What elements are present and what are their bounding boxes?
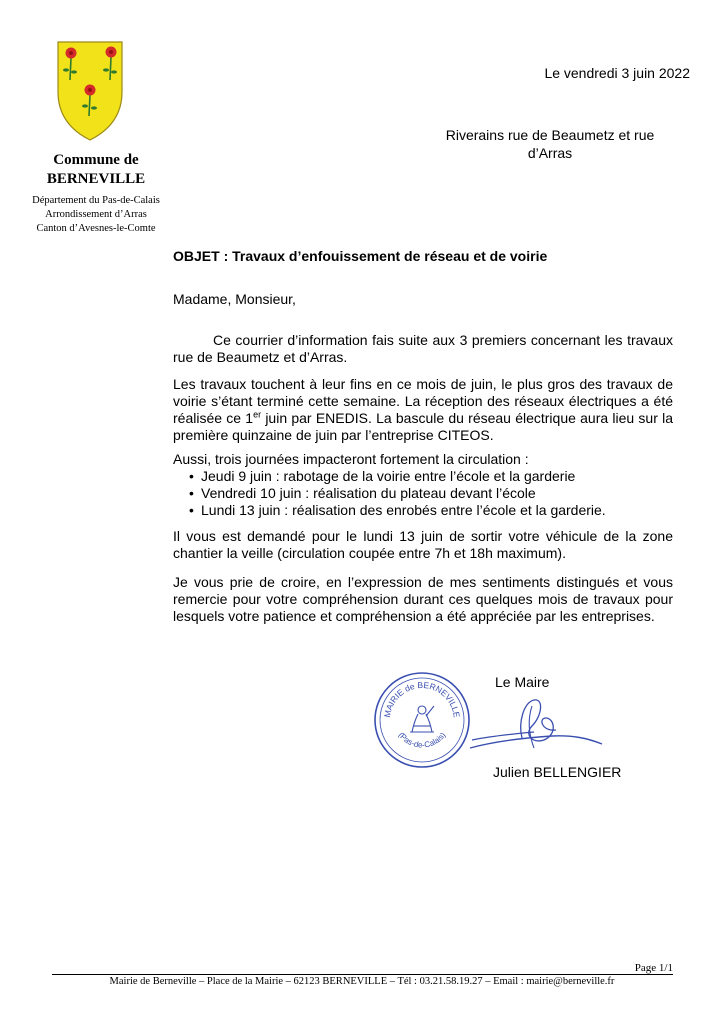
stamp-marianne-icon xyxy=(410,706,434,732)
paragraph-vehicle-request: Il vous est demandé pour le lundi 13 juin de sortir votre véhicule de la zone chantier la veille (circulation coupée entre 7h et 18h maximum). xyxy=(173,528,673,561)
paragraph-intro: Ce courrier d’information fais suite aux 3 premiers concernant les travaux rue de Beaumetz et d’Arras. xyxy=(173,332,673,365)
commune-label: Commune de xyxy=(53,152,139,168)
mayor-signature xyxy=(462,692,612,764)
page-number: Page 1/1 xyxy=(634,962,673,974)
bullet-icon: • xyxy=(189,468,194,484)
canton-label: Canton d’Avesnes-le-Comte xyxy=(36,223,156,234)
list-item-text: Vendredi 10 juin : réalisation du plateau devant l’école xyxy=(201,485,536,501)
footer-address: Mairie de Berneville – Place de la Mairie – 62123 BERNEVILLE – Tél : 03.21.58.19.27 – Email : mairie@berneville.fr xyxy=(109,976,615,987)
stamp-top-text: MAIRIE de BERNEVILLE xyxy=(382,679,462,719)
list-item-text: Lundi 13 juin : réalisation des enrobés entre l’école et la garderie. xyxy=(201,502,606,518)
stamp-bottom-text: (Pas-de-Calais) xyxy=(396,730,448,750)
paragraph-works-status xyxy=(173,376,673,444)
list-item xyxy=(173,485,673,502)
recipient-line-2: d’Arras xyxy=(527,145,573,161)
svg-text:MAIRIE de BERNEVILLE xyxy=(382,680,462,719)
list-item-text: Jeudi 9 juin : rabotage de la voirie entre l’école et la garderie xyxy=(201,468,576,484)
list-item xyxy=(173,502,673,519)
coat-of-arms-logo xyxy=(56,40,124,142)
closure-days-list xyxy=(173,468,673,519)
bullet-icon: • xyxy=(189,502,194,518)
paragraph-traffic-intro: Aussi, trois journées impacteront fortement la circulation : xyxy=(173,451,529,467)
recipient-line-1: Riverains rue de Beaumetz et rue xyxy=(445,127,655,143)
signature-title: Le Maire xyxy=(495,674,550,690)
commune-name: BERNEVILLE xyxy=(46,171,146,187)
department-label: Département du Pas-de-Calais xyxy=(32,195,160,206)
signer-name: Julien BELLENGIER xyxy=(493,764,622,780)
paragraph-closing: Je vous prie de croire, en l’expression de mes sentiments distingués et vous remercie pour votre compréhension durant ces quelques mois de travaux pour lesquels votre patience et compréhension a été appréciée par les entreprises. xyxy=(173,574,673,624)
footer-divider xyxy=(52,974,673,975)
mayor-stamp-seal xyxy=(372,670,472,770)
superscript-er: er xyxy=(253,409,262,420)
paragraph-works-status-part1: Les travaux touchent à leur fins en ce mois de juin, le plus gros des travaux de voirie s’étant terminé cette semaine. La réception des réseaux électriques a été réalisée ce 1 xyxy=(173,376,673,426)
svg-text:(Pas-de-Calais) xyxy=(397,730,448,749)
list-item xyxy=(173,468,673,485)
bullet-icon: • xyxy=(189,485,194,501)
salutation: Madame, Monsieur, xyxy=(173,291,296,307)
arrondissement-label: Arrondissement d’Arras xyxy=(45,209,147,220)
letter-date: Le vendredi 3 juin 2022 xyxy=(544,65,690,81)
paragraph-works-status-part2: juin par ENEDIS. La bascule du réseau électrique aura lieu sur la première quinzaine de juin par l’entreprise CITEOS. xyxy=(173,410,673,443)
letter-subject: OBJET : Travaux d’enfouissement de réseau et de voirie xyxy=(173,248,548,264)
